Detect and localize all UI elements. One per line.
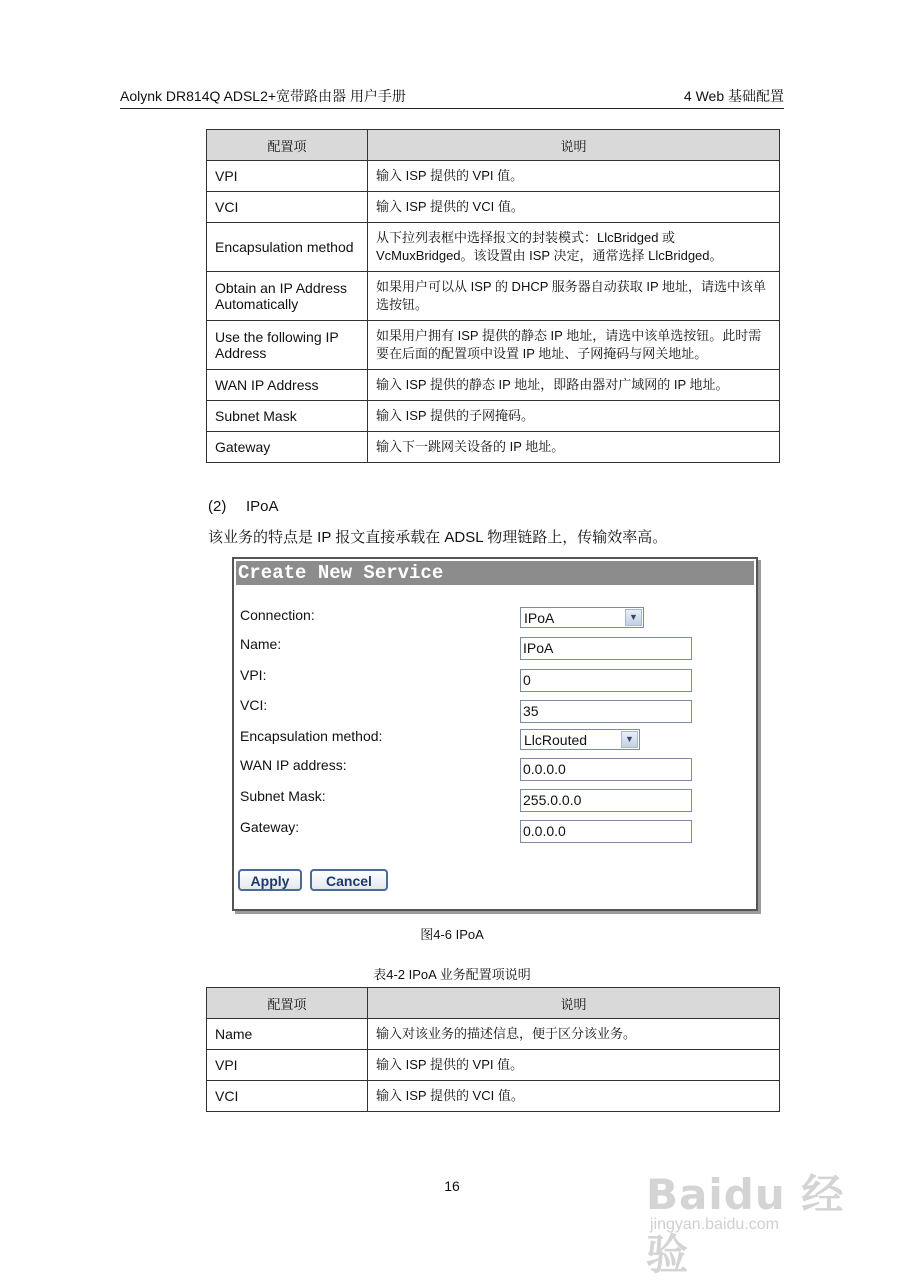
cancel-button[interactable]: Cancel: [310, 869, 388, 891]
vci-label: VCI:: [240, 697, 268, 713]
table-row: [207, 161, 780, 192]
table-cell-item: VPI: [207, 161, 368, 192]
table-row: [207, 192, 780, 223]
table-row: [207, 1050, 780, 1081]
name-input[interactable]: IPoA: [520, 637, 692, 660]
page-header: [120, 86, 784, 109]
wan-ip-label: WAN IP address:: [240, 757, 347, 773]
create-service-panel: [232, 557, 758, 911]
table-cell-desc: 输入对该业务的描述信息，便于区分该业务。: [368, 1019, 780, 1050]
apply-button[interactable]: Apply: [238, 869, 302, 891]
table-cell-desc: 输入 ISP 提供的 VCI 值。: [368, 1081, 780, 1112]
table-header-cell: 说明: [368, 988, 780, 1019]
table-row: [207, 1019, 780, 1050]
table-row: [207, 1081, 780, 1112]
chevron-down-icon[interactable]: ▼: [625, 609, 642, 626]
name-label: Name:: [240, 636, 282, 652]
section-description: 该业务的特点是 IP 报文直接承载在 ADSL 物理链路上，传输效率高。: [208, 529, 668, 546]
vpi-row: [234, 667, 756, 693]
table-row: [207, 272, 780, 321]
vci-input[interactable]: 35: [520, 700, 692, 723]
gateway-input[interactable]: 0.0.0.0: [520, 820, 692, 843]
table-cell-desc: 输入 ISP 提供的静态 IP 地址，即路由器对广域网的 IP 地址。: [368, 370, 780, 401]
table-row: [207, 432, 780, 463]
connection-select[interactable]: [520, 607, 644, 628]
figure-caption: 图4-6 IPoA: [420, 927, 484, 942]
panel-title: Create New Service: [236, 561, 754, 585]
table-cell-desc: 输入 ISP 提供的 VPI 值。: [368, 1050, 780, 1081]
gateway-label: Gateway:: [240, 819, 300, 835]
table-row: [207, 401, 780, 432]
encapsulation-select[interactable]: [520, 729, 640, 750]
table-cell-desc: 输入下一跳网关设备的 IP 地址。: [368, 432, 780, 463]
wan-ip-input[interactable]: 0.0.0.0: [520, 758, 692, 781]
table-row: [207, 223, 780, 272]
baidu-watermark: [646, 1148, 856, 1279]
gateway-row: [234, 819, 756, 845]
wan-ip-row: [234, 757, 756, 783]
subnet-mask-label: Subnet Mask:: [240, 788, 326, 804]
table-cell-desc: 如果用户拥有 ISP 提供的静态 IP 地址，请选中该单选按钮。此时需要在后面的配置项中设置 IP 地址、子网掩码与网关地址。: [368, 321, 780, 370]
table-header-row: [207, 988, 780, 1019]
table-cell-desc: 输入 ISP 提供的 VCI 值。: [368, 192, 780, 223]
table-cell-desc: 输入 ISP 提供的子网掩码。: [368, 401, 780, 432]
vpi-label: VPI:: [240, 667, 267, 683]
watermark-brand: Baidu 经验: [646, 1170, 845, 1279]
table-row: [207, 321, 780, 370]
page-number: 16: [444, 1178, 460, 1194]
section-heading: [208, 498, 279, 515]
table-cell-item: Name: [207, 1019, 368, 1050]
table-row: [207, 370, 780, 401]
table-header-cell: 配置项: [207, 130, 368, 161]
table-cell-item: Encapsulation method: [207, 223, 368, 272]
header-chapter-title: 4 Web 基础配置: [683, 88, 784, 104]
config-table-2: [206, 987, 780, 1112]
encapsulation-label: Encapsulation method:: [240, 728, 383, 744]
table-cell-item: Subnet Mask: [207, 401, 368, 432]
vpi-input[interactable]: 0: [520, 669, 692, 692]
section-number: (2): [208, 498, 227, 515]
encapsulation-row: [234, 728, 756, 754]
section-title: IPoA: [246, 498, 279, 515]
chevron-down-icon[interactable]: ▼: [621, 731, 638, 748]
table-cell-item: Gateway: [207, 432, 368, 463]
config-table-1: [206, 129, 780, 463]
table-header-cell: 配置项: [207, 988, 368, 1019]
table-cell-item: Use the following IP Address: [207, 321, 368, 370]
encapsulation-select-value: LlcRouted: [524, 732, 588, 748]
watermark-url: jingyan.baidu.com: [650, 1216, 779, 1233]
table-header-cell: 说明: [368, 130, 780, 161]
subnet-mask-input[interactable]: 255.0.0.0: [520, 789, 692, 812]
table-cell-item: VPI: [207, 1050, 368, 1081]
table-cell-item: VCI: [207, 1081, 368, 1112]
subnet-mask-row: [234, 788, 756, 814]
vci-row: [234, 697, 756, 723]
name-row: [234, 636, 756, 662]
table-header-row: [207, 130, 780, 161]
table-cell-desc: 输入 ISP 提供的 VPI 值。: [368, 161, 780, 192]
header-manual-title: Aolynk DR814Q ADSL2+宽带路由器 用户手册: [120, 88, 406, 104]
table-cell-item: VCI: [207, 192, 368, 223]
table-cell-item: WAN IP Address: [207, 370, 368, 401]
connection-label: Connection:: [240, 607, 315, 623]
table-cell-desc: 如果用户可以从 ISP 的 DHCP 服务器自动获取 IP 地址，请选中该单选按钮。: [368, 272, 780, 321]
table-caption: 表4-2 IPoA 业务配置项说明: [373, 967, 531, 982]
connection-row: [234, 607, 756, 633]
table-cell-item: Obtain an IP Address Automatically: [207, 272, 368, 321]
connection-select-value: IPoA: [524, 610, 555, 626]
table-cell-desc: 从下拉列表框中选择报文的封装模式：LlcBridged 或 VcMuxBridged。该设置由 ISP 决定，通常选择 LlcBridged。: [368, 223, 780, 272]
